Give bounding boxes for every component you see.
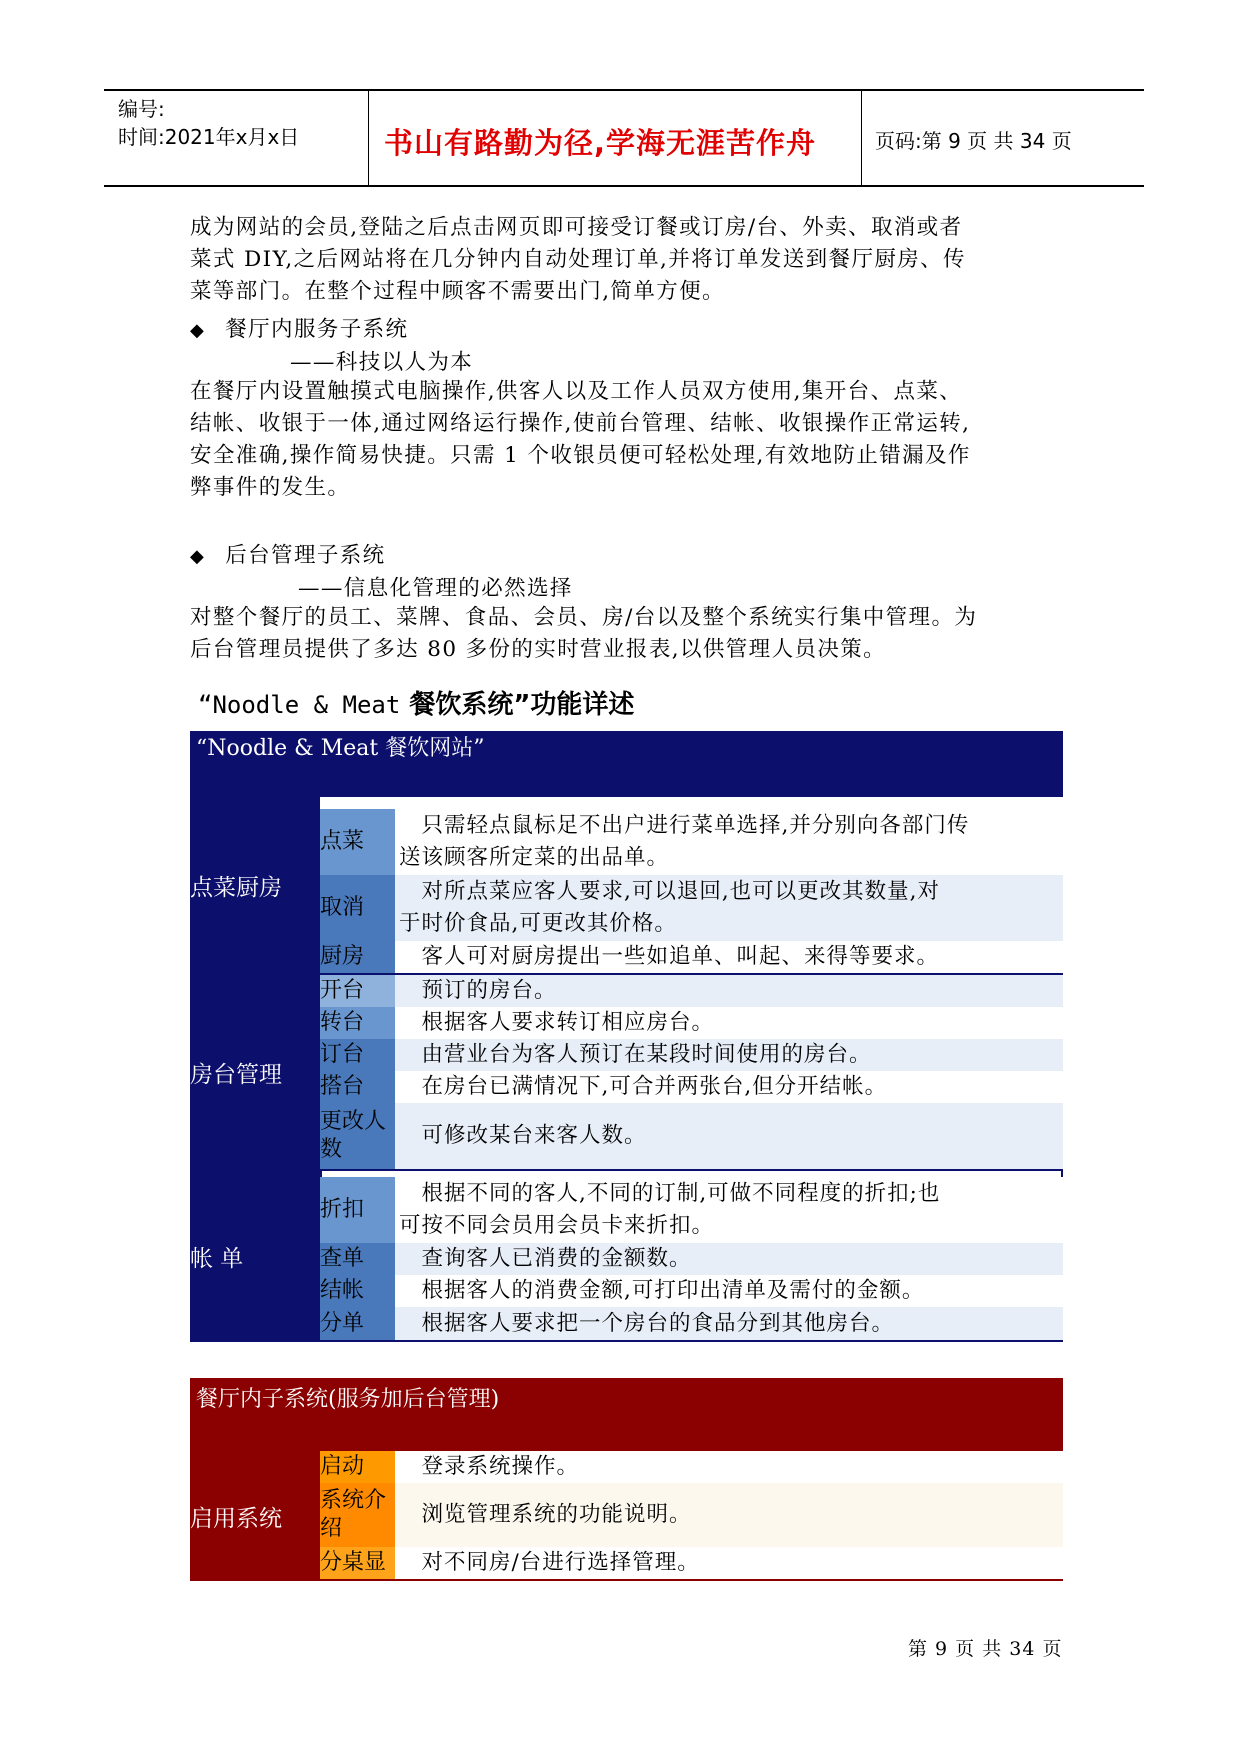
- row-value: 登录系统操作。: [395, 1451, 1063, 1483]
- table-row: [320, 1243, 1063, 1275]
- paragraph-2: [190, 376, 1070, 504]
- text-line: 菜式 DIY,之后网站将在几分钟内自动处理订单,并将订单发送到餐厅厨房、传: [190, 247, 966, 272]
- row-key: 点菜: [320, 809, 395, 875]
- page-header: [104, 89, 1144, 187]
- table-row: [320, 1307, 1063, 1340]
- table-row: [320, 809, 1063, 875]
- row-value: [395, 875, 1063, 941]
- function-table-restaurant: [190, 1378, 1063, 1581]
- diamond-bullet-icon: ◆: [190, 546, 206, 567]
- table-group: [190, 1451, 1063, 1581]
- slogan: 书山有路勤为径,学海无涯苦作舟: [384, 126, 817, 160]
- paragraph-1: [190, 212, 1070, 308]
- row-key: 厨房: [320, 941, 395, 973]
- section-title-part: “Noodle & Meat: [198, 691, 401, 719]
- row-key: 搭台: [320, 1071, 395, 1103]
- text-line: 在餐厅内设置触摸式电脑操作,供客人以及工作人员双方使用,集开台、点菜、: [190, 379, 963, 404]
- row-key: 取消: [320, 875, 395, 941]
- row-key: 开台: [320, 975, 395, 1007]
- value-line: 可按不同会员用会员卡来折扣。: [399, 1213, 715, 1238]
- group-label: 房台管理: [190, 973, 320, 1171]
- function-table-website: [190, 731, 1063, 1342]
- header-meta: [118, 95, 299, 151]
- header-divider: [861, 91, 862, 185]
- text-line: 成为网站的会员,登陆之后点击网页即可接受订餐或订房/台、外卖、取消或者: [190, 215, 963, 240]
- time-label: 时间:2021年x月x日: [118, 125, 300, 149]
- bullet-subtitle: ——信息化管理的必然选择: [298, 576, 573, 601]
- row-value: [395, 1177, 1063, 1243]
- bullet-subtitle: ——科技以人为本: [290, 350, 474, 375]
- row-value: 根据客人要求转订相应房台。: [395, 1007, 1063, 1039]
- row-key: 转台: [320, 1007, 395, 1039]
- diamond-bullet-icon: ◆: [190, 320, 206, 341]
- table-row: [320, 1483, 1063, 1547]
- number-label: 编号:: [118, 97, 165, 121]
- table-row: [320, 941, 1063, 973]
- value-line: 根据不同的客人,不同的订制,可做不同程度的折扣;也: [399, 1181, 941, 1206]
- text-line: 菜等部门。在整个过程中顾客不需要出门,简单方便。: [190, 279, 725, 304]
- row-key: 更改人数: [320, 1103, 395, 1169]
- table-group: [190, 1171, 1063, 1342]
- bullet-text: 后台管理子系统: [225, 543, 386, 568]
- table-row: [320, 1177, 1063, 1243]
- table-row: [320, 975, 1063, 1007]
- page-footer: 第 9 页 共 34 页: [908, 1638, 1063, 1660]
- bullet-backend-subsystem: [190, 538, 386, 569]
- header-divider: [368, 91, 369, 185]
- text-line: 安全准确,操作简易快捷。只需 1 个收银员便可轻松处理,有效地防止错漏及作: [190, 443, 971, 468]
- table-row: [320, 1039, 1063, 1071]
- table-header: “Noodle & Meat 餐饮网站”: [190, 731, 1063, 797]
- paragraph-3: [190, 602, 1070, 666]
- row-value: 查询客人已消费的金额数。: [395, 1243, 1063, 1275]
- group-label: 启用系统: [190, 1451, 320, 1581]
- row-key: 启动: [320, 1451, 395, 1483]
- text-line: 对整个餐厅的员工、菜牌、食品、会员、房/台以及整个系统实行集中管理。为: [190, 605, 978, 630]
- value-line: 只需轻点鼠标足不出户进行菜单选择,并分别向各部门传: [399, 813, 970, 838]
- table-row: [320, 1007, 1063, 1039]
- group-label: 点菜厨房: [190, 797, 320, 973]
- section-title-part: 餐饮系统”功能详述: [400, 690, 635, 720]
- row-key: 查单: [320, 1243, 395, 1275]
- row-value: 根据客人要求把一个房台的食品分到其他房台。: [395, 1307, 1063, 1340]
- row-value: 根据客人的消费金额,可打印出清单及需付的金额。: [395, 1275, 1063, 1307]
- row-value: 预订的房台。: [395, 975, 1063, 1007]
- row-value: [395, 809, 1063, 875]
- row-value: 浏览管理系统的功能说明。: [395, 1483, 1063, 1547]
- row-key: 订台: [320, 1039, 395, 1071]
- bullet-text: 餐厅内服务子系统: [225, 317, 409, 342]
- value-line: 对所点菜应客人要求,可以退回,也可以更改其数量,对: [399, 879, 941, 904]
- group-label: 帐 单: [190, 1171, 320, 1342]
- row-key: 结帐: [320, 1275, 395, 1307]
- table-group: [190, 973, 1063, 1171]
- table-row: [320, 875, 1063, 941]
- row-value: 在房台已满情况下,可合并两张台,但分开结帐。: [395, 1071, 1063, 1103]
- section-title: [198, 684, 634, 721]
- text-line: 结帐、收银于一体,通过网络运行操作,使前台管理、结帐、收银操作正常运转,: [190, 411, 971, 436]
- page-label: 页码:第 9 页 共 34 页: [875, 129, 1072, 153]
- row-key: 分桌显: [320, 1547, 395, 1579]
- row-value: 对不同房/台进行选择管理。: [395, 1547, 1063, 1579]
- row-value: 由营业台为客人预订在某段时间使用的房台。: [395, 1039, 1063, 1071]
- text-line: 弊事件的发生。: [190, 475, 351, 500]
- table-header: 餐厅内子系统(服务加后台管理): [190, 1378, 1063, 1451]
- value-line: 送该顾客所定菜的出品单。: [399, 845, 670, 870]
- row-value: 可修改某台来客人数。: [395, 1103, 1063, 1169]
- value-line: 于时价食品,可更改其价格。: [399, 911, 677, 936]
- table-row: [320, 1071, 1063, 1103]
- table-row: [320, 1275, 1063, 1307]
- text-line: 后台管理员提供了多达 80 多份的实时营业报表,以供管理人员决策。: [190, 637, 887, 662]
- table-row: [320, 1451, 1063, 1483]
- table-group: [190, 797, 1063, 973]
- table-row: [320, 1103, 1063, 1169]
- row-value: 客人可对厨房提出一些如追单、叫起、来得等要求。: [395, 941, 1063, 973]
- row-key: 分单: [320, 1307, 395, 1340]
- row-key: 系统介绍: [320, 1483, 395, 1547]
- row-key: 折扣: [320, 1177, 395, 1243]
- bullet-service-subsystem: [190, 312, 408, 343]
- table-row: [320, 1547, 1063, 1579]
